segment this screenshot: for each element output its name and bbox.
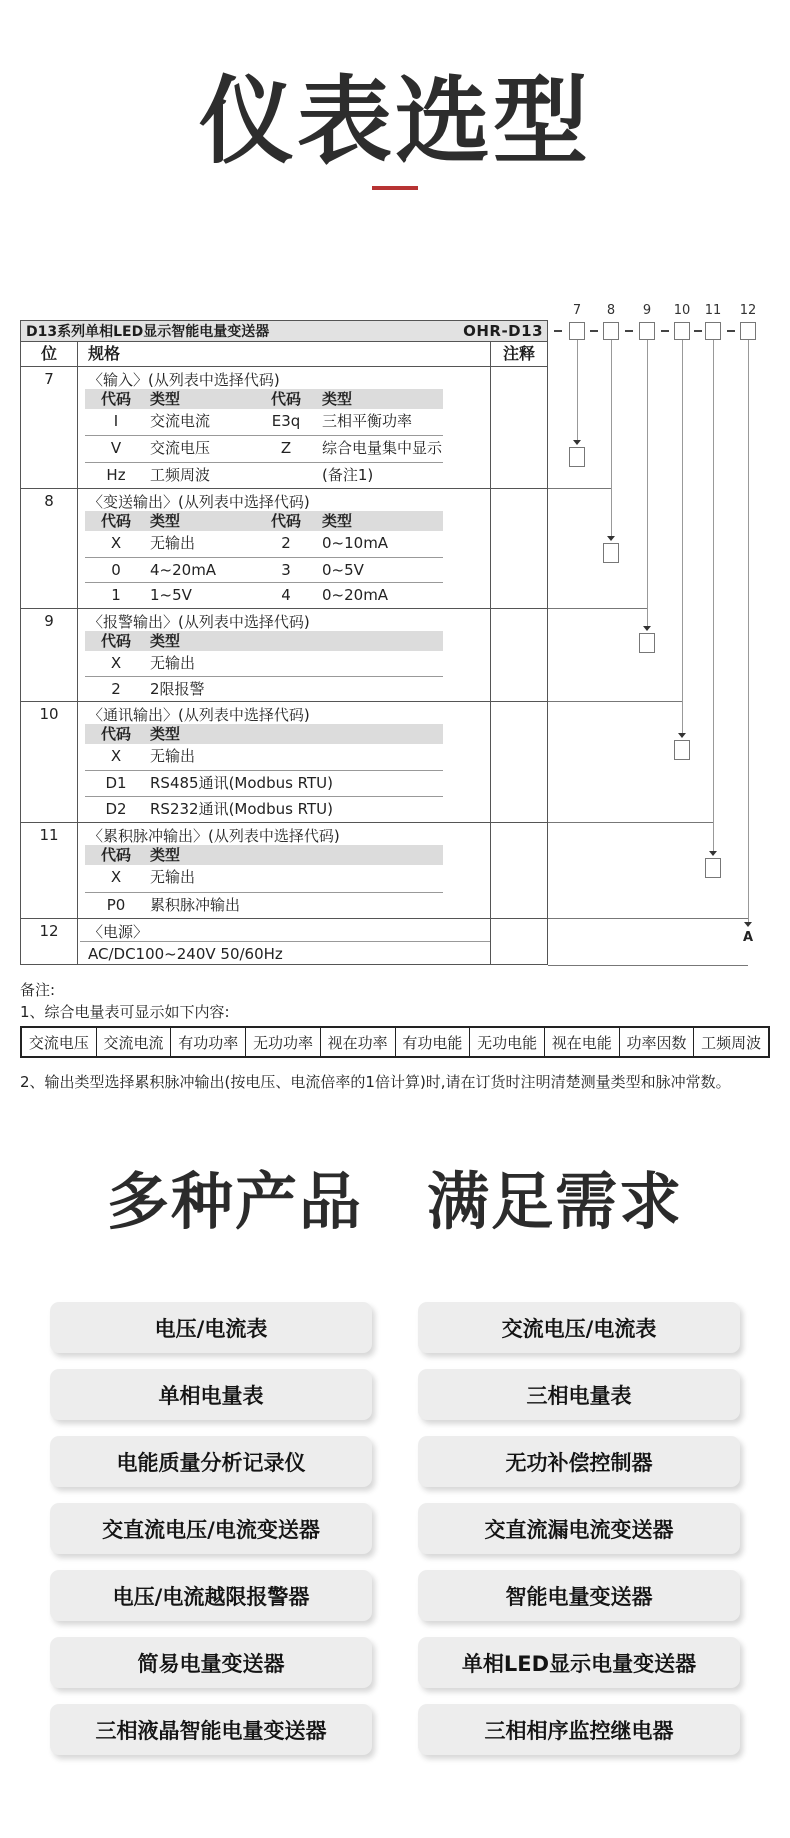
code-type-header-cell: 代码	[100, 725, 131, 743]
code-drop-line	[748, 340, 749, 922]
code-target-box	[705, 858, 721, 878]
product-button[interactable]: 电能质量分析记录仪	[50, 1436, 372, 1487]
code-type-header-cell: 代码	[270, 512, 301, 530]
code-type-header-row	[85, 511, 443, 531]
spec-row	[85, 676, 443, 701]
product-button[interactable]: 简易电量变送器	[50, 1637, 372, 1688]
row-divider	[20, 701, 548, 702]
code-target-box	[603, 543, 619, 563]
code-target-box	[569, 447, 585, 467]
product-button[interactable]: 三相相序监控继电器	[418, 1704, 740, 1755]
spec-cell: RS232通讯(Modbus RTU)	[150, 800, 334, 818]
spec-cell: E3q	[271, 412, 301, 430]
code-type-header-cell: 类型	[150, 846, 181, 864]
position-number: 8	[44, 492, 54, 510]
spec-cell: 0	[111, 560, 121, 579]
position-number: 11	[39, 826, 59, 844]
spec-row	[85, 409, 443, 435]
code-type-header-cell: 代码	[100, 632, 131, 650]
arrow-down-icon	[678, 733, 686, 738]
spec-cell: 4	[281, 586, 291, 605]
selector-title-band	[20, 320, 548, 341]
spec-row	[85, 865, 443, 892]
product-grid	[50, 1302, 740, 1755]
code-type-header-row	[85, 631, 443, 651]
spec-cell: 2限报警	[150, 680, 205, 698]
section-title: 〈报警输出〉(从列表中选择代码)	[88, 613, 310, 631]
column-header-spec: 规格	[88, 344, 121, 363]
spec-cell	[253, 463, 319, 488]
note-1: 1、综合电量表可显示如下内容:	[20, 1003, 230, 1021]
display-item-cell: 视在电能	[544, 1028, 619, 1056]
spec-cell: V	[110, 439, 122, 458]
product-button[interactable]: 三相电量表	[418, 1369, 740, 1420]
code-type-header-cell: 类型	[150, 512, 181, 530]
product-button[interactable]: 电压/电流表	[50, 1302, 372, 1353]
spec-cell: 1	[111, 586, 121, 605]
code-separator-dash	[727, 330, 735, 332]
code-position-label: 12	[739, 303, 757, 318]
divider-extension-line	[548, 822, 713, 823]
display-items-table	[20, 1026, 770, 1058]
spec-row	[85, 462, 443, 488]
spec-cell: Z	[280, 439, 292, 458]
spec-cell: 4~20mA	[150, 560, 217, 579]
code-target-box	[639, 633, 655, 653]
spec-cell: D2	[105, 800, 127, 818]
spec-cell: X	[110, 747, 122, 765]
spec-cell: 交流电压	[150, 439, 211, 458]
code-box	[740, 322, 756, 340]
products-heading-left: 多种产品	[106, 1165, 363, 1238]
code-separator-dash	[554, 330, 562, 332]
spec-row	[85, 651, 443, 676]
code-type-header-row	[85, 845, 443, 865]
display-item-cell: 有功功率	[170, 1028, 245, 1056]
product-button[interactable]: 单相电量表	[50, 1369, 372, 1420]
code-type-header-cell: 类型	[150, 390, 181, 408]
section-title: 〈输入〉(从列表中选择代码)	[88, 371, 280, 389]
code-type-header-cell: 代码	[100, 846, 131, 864]
spec-cell: Hz	[106, 465, 126, 484]
spec-row	[85, 435, 443, 461]
row-divider	[20, 918, 548, 919]
code-box	[705, 322, 721, 340]
display-item-cell: 无功功率	[245, 1028, 320, 1056]
code-drop-line	[713, 340, 714, 851]
spec-cell: 无输出	[150, 747, 196, 765]
column-header-position: 位	[40, 344, 57, 363]
section-title: 〈变送输出〉(从列表中选择代码)	[88, 493, 310, 511]
section-title: 〈电源〉	[88, 923, 149, 941]
row-divider	[20, 366, 548, 367]
title-accent-bar	[372, 186, 418, 190]
spec-cell: 无输出	[150, 654, 196, 672]
code-box	[569, 322, 585, 340]
products-heading	[0, 1152, 790, 1241]
code-type-header-cell: 类型	[150, 725, 181, 743]
spec-cell: 交流电流	[150, 412, 211, 430]
code-separator-dash	[625, 330, 633, 332]
spec-cell: 2	[281, 534, 291, 552]
product-series-title: D13系列单相LED显示智能电量变送器	[26, 323, 270, 340]
spec-cell: I	[113, 412, 119, 430]
divider-extension-line	[548, 918, 748, 919]
code-drop-line	[682, 340, 683, 733]
divider-extension-line	[548, 488, 611, 489]
display-item-cell: 功率因数	[619, 1028, 694, 1056]
display-item-cell: 交流电流	[96, 1028, 171, 1056]
divider-extension-line	[548, 701, 682, 702]
spec-row	[85, 582, 443, 608]
display-item-cell: 交流电压	[28, 1033, 89, 1052]
spec-cell: 3	[281, 560, 291, 579]
spec-cell: 0~10mA	[322, 534, 389, 552]
note-2: 2、输出类型选择累积脉冲输出(按电压、电流倍率的1倍计算)时,请在订货时注明清楚测量类型和脉冲常数。	[20, 1073, 731, 1091]
code-position-label: 10	[673, 303, 691, 318]
code-type-header-cell: 代码	[270, 390, 301, 408]
arrow-down-icon	[643, 626, 651, 631]
product-button[interactable]: 交直流漏电流变送器	[418, 1503, 740, 1554]
spec-row	[85, 557, 443, 583]
row-divider	[20, 822, 548, 823]
product-button[interactable]: 三相液晶智能电量变送器	[50, 1704, 372, 1755]
spec-cell: D1	[105, 774, 127, 792]
spec-cell: 三相平衡功率	[322, 412, 413, 430]
position-number: 7	[44, 370, 54, 388]
column-divider	[490, 341, 491, 965]
spec-cell: (备注1)	[322, 465, 374, 484]
position-number: 9	[44, 612, 54, 630]
spec-cell: 0~20mA	[322, 586, 389, 605]
spec-cell: 1~5V	[150, 586, 192, 605]
row-divider	[20, 341, 548, 342]
spec-cell: 2	[111, 680, 121, 698]
code-drop-line	[647, 340, 648, 626]
display-item-cell: 有功电能	[395, 1028, 470, 1056]
page-title: 仪表选型	[198, 67, 591, 177]
code-target-box	[674, 740, 690, 760]
spec-cell: 工频周波	[150, 465, 211, 484]
code-box	[639, 322, 655, 340]
code-drop-line	[577, 340, 578, 440]
spec-row	[85, 744, 443, 770]
code-box	[674, 322, 690, 340]
divider-extension-line	[548, 608, 647, 609]
spec-row	[85, 892, 443, 919]
power-code-letter: A	[743, 930, 754, 945]
arrow-down-icon	[744, 922, 752, 927]
spec-cell: X	[110, 654, 122, 672]
code-separator-dash	[694, 330, 702, 332]
product-button[interactable]: 交流电压/电流表	[418, 1302, 740, 1353]
spec-cell: 累积脉冲输出	[150, 895, 241, 914]
power-supply-value: AC/DC100~240V 50/60Hz	[88, 945, 283, 963]
code-box	[603, 322, 619, 340]
model-prefix: OHR-D13	[463, 321, 543, 340]
spec-cell: 无输出	[150, 534, 196, 552]
spec-row	[85, 770, 443, 796]
spec-cell: RS485通讯(Modbus RTU)	[150, 774, 334, 792]
arrow-down-icon	[607, 536, 615, 541]
spec-cell: X	[110, 534, 122, 552]
position-number: 10	[39, 705, 59, 723]
code-separator-dash	[590, 330, 598, 332]
code-type-header-cell: 类型	[150, 632, 181, 650]
display-item-cell: 工频周波	[693, 1028, 768, 1056]
spec-cell: 无输出	[150, 868, 196, 886]
power-row-divider	[80, 941, 490, 942]
section-title: 〈通讯输出〉(从列表中选择代码)	[88, 706, 310, 724]
product-button[interactable]: 交直流电压/电流变送器	[50, 1503, 372, 1554]
products-heading-right: 满足需求	[427, 1165, 684, 1238]
code-type-header-row	[85, 724, 443, 744]
code-separator-dash	[661, 330, 669, 332]
arrow-down-icon	[573, 440, 581, 445]
column-divider	[77, 341, 78, 965]
column-header-note: 注释	[502, 344, 535, 363]
product-button[interactable]: 单相LED显示电量变送器	[418, 1637, 740, 1688]
code-position-label: 9	[642, 303, 652, 318]
code-position-label: 11	[704, 303, 722, 318]
spec-cell: P0	[106, 895, 126, 914]
row-divider	[20, 608, 548, 609]
product-button[interactable]: 电压/电流越限报警器	[50, 1570, 372, 1621]
code-position-label: 8	[606, 303, 616, 318]
display-item-cell: 无功电能	[469, 1028, 544, 1056]
position-number: 12	[39, 922, 59, 940]
code-position-label: 7	[572, 303, 582, 318]
display-item-cell: 视在功率	[320, 1028, 395, 1056]
spec-row	[85, 796, 443, 822]
product-button[interactable]: 无功补偿控制器	[418, 1436, 740, 1487]
row-divider	[20, 488, 548, 489]
spec-row	[85, 531, 443, 557]
code-type-header-cell: 代码	[100, 390, 131, 408]
arrow-down-icon	[709, 851, 717, 856]
code-type-header-cell: 类型	[322, 390, 353, 408]
code-type-header-cell: 类型	[322, 512, 353, 530]
code-drop-line	[611, 340, 612, 536]
spec-cell: X	[110, 868, 122, 886]
spec-cell: 综合电量集中显示	[322, 439, 443, 458]
notes-label: 备注:	[20, 981, 56, 999]
section-title: 〈累积脉冲输出〉(从列表中选择代码)	[88, 827, 340, 845]
product-button[interactable]: 智能电量变送器	[418, 1570, 740, 1621]
spec-cell: 0~5V	[322, 560, 364, 579]
code-type-header-cell: 代码	[100, 512, 131, 530]
divider-extension-line	[548, 965, 748, 966]
code-type-header-row	[85, 389, 443, 409]
